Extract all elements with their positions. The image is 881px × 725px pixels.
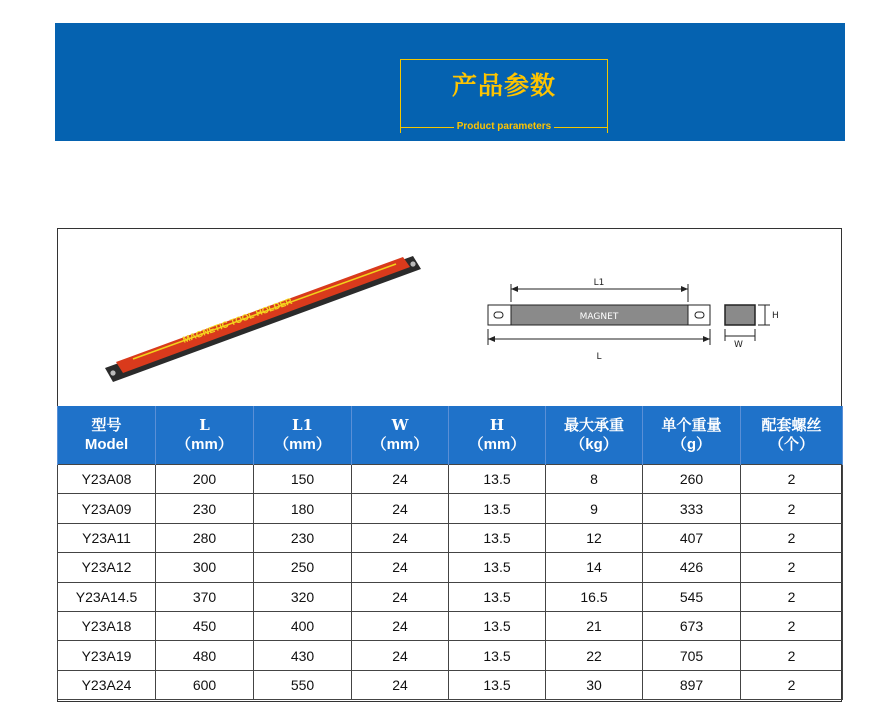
cell-model: Y23A08 [58,465,156,494]
cell-screws: 2 [741,494,843,523]
cell-H: 13.5 [449,670,546,699]
cell-max-load: 22 [546,641,643,670]
cell-W: 24 [352,611,449,640]
table-row [58,582,843,611]
cell-screws: 2 [741,465,843,494]
cell-L1: 320 [254,582,352,611]
cell-unit-weight: 333 [643,494,741,523]
cell-L1: 230 [254,523,352,552]
cell-max-load: 16.5 [546,582,643,611]
dim-L1-label: L1 [593,278,605,288]
table-row [58,611,843,640]
cell-L1: 250 [254,553,352,582]
cell-model: Y23A12 [58,553,156,582]
cell-H: 13.5 [449,494,546,523]
table-header-row [58,406,843,465]
cell-screws: 2 [741,553,843,582]
cell-W: 24 [352,670,449,699]
dimension-drawing [488,278,779,362]
cell-max-load: 12 [546,523,643,552]
cell-L: 480 [156,641,254,670]
banner-subtitle: Product parameters [454,121,554,132]
cell-unit-weight: 407 [643,523,741,552]
cell-model: Y23A18 [58,611,156,640]
cell-H: 13.5 [449,582,546,611]
cell-H: 13.5 [449,611,546,640]
cell-H: 13.5 [449,641,546,670]
cell-L: 370 [156,582,254,611]
spec-table [57,406,843,700]
cell-max-load: 14 [546,553,643,582]
cell-W: 24 [352,465,449,494]
banner-frame [400,59,608,133]
cell-unit-weight: 673 [643,611,741,640]
cell-L: 450 [156,611,254,640]
magnet-label: MAGNET [579,312,619,322]
cell-H: 13.5 [449,553,546,582]
col-L1-header: L1 （mm） [254,406,352,465]
cell-unit-weight: 897 [643,670,741,699]
dim-W-label: W [734,340,743,350]
cell-screws: 2 [741,582,843,611]
table-row [58,523,843,552]
cell-screws: 2 [741,670,843,699]
cell-W: 24 [352,494,449,523]
table-row [58,670,843,699]
cell-model: Y23A24 [58,670,156,699]
spec-table-body [58,465,843,700]
table-row [58,553,843,582]
cell-L: 200 [156,465,254,494]
table-row [58,641,843,670]
cell-L: 230 [156,494,254,523]
cell-W: 24 [352,523,449,552]
holder-label-text: MAGNETIC TOOL HOLDER [181,295,294,345]
cell-model: Y23A14.5 [58,582,156,611]
col-L-header: L （mm） [156,406,254,465]
cell-unit-weight: 705 [643,641,741,670]
cell-W: 24 [352,641,449,670]
cell-max-load: 30 [546,670,643,699]
cell-unit-weight: 260 [643,465,741,494]
cell-screws: 2 [741,641,843,670]
cell-L1: 550 [254,670,352,699]
col-unit-weight-header: 单个重量 （g） [643,406,741,465]
cell-L: 280 [156,523,254,552]
cell-max-load: 8 [546,465,643,494]
col-screws-header: 配套螺丝 （个） [741,406,843,465]
col-H-header: H （mm） [449,406,546,465]
cell-screws: 2 [741,523,843,552]
cell-H: 13.5 [449,523,546,552]
product-figure [58,229,841,406]
table-row [58,494,843,523]
cell-unit-weight: 426 [643,553,741,582]
banner-title: 产品参数 [451,71,556,100]
product-spec-panel [57,228,842,702]
col-W-header: W （mm） [352,406,449,465]
col-model-header: 型号 Model [58,406,156,465]
magnetic-tool-holder-image [105,256,421,382]
dim-L-label: L [596,352,602,362]
cell-screws: 2 [741,611,843,640]
cell-L: 300 [156,553,254,582]
dim-H-label: H [772,311,779,321]
title-banner [55,23,845,141]
cell-L1: 150 [254,465,352,494]
cell-max-load: 21 [546,611,643,640]
cell-L1: 180 [254,494,352,523]
cell-model: Y23A11 [58,523,156,552]
cell-max-load: 9 [546,494,643,523]
product-illustration [58,229,843,406]
cell-H: 13.5 [449,465,546,494]
cell-L1: 430 [254,641,352,670]
cell-model: Y23A19 [58,641,156,670]
cell-W: 24 [352,553,449,582]
cell-unit-weight: 545 [643,582,741,611]
table-row [58,465,843,494]
col-max-load-header: 最大承重 （kg） [546,406,643,465]
cell-W: 24 [352,582,449,611]
cell-model: Y23A09 [58,494,156,523]
cell-L1: 400 [254,611,352,640]
cell-L: 600 [156,670,254,699]
